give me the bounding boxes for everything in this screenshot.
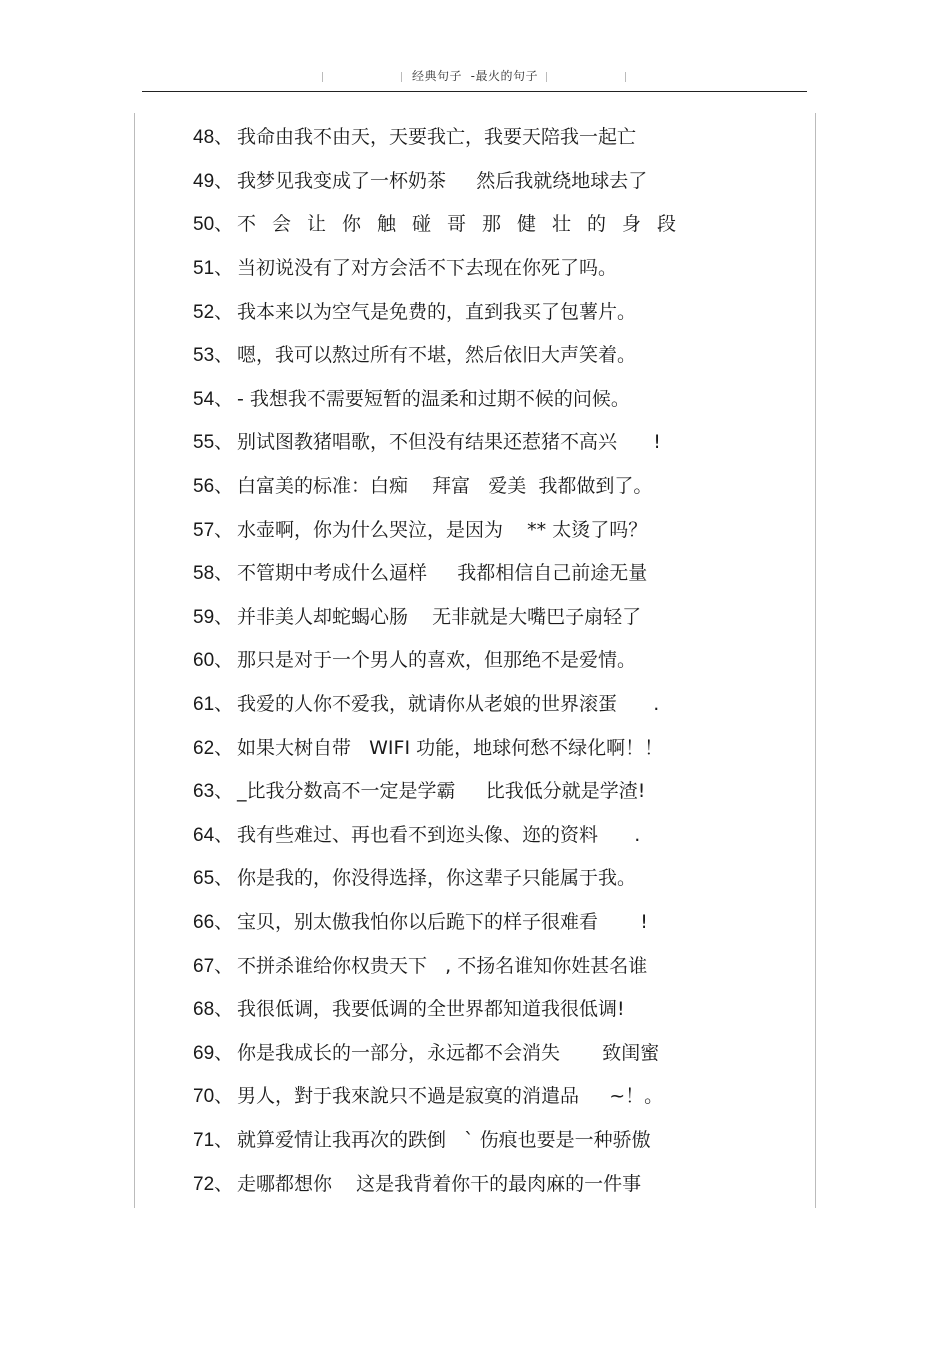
item-number: 64、 [193, 824, 234, 846]
item-text: 别试图教猪唱歌，不但没有结果还惹猪不高兴 ! [237, 431, 661, 454]
list-item [193, 506, 733, 550]
item-text: 如果大树自带 WIFI 功能，地球何愁不绿化啊！！ [237, 736, 664, 759]
list-item [193, 158, 733, 202]
item-number: 51、 [193, 258, 234, 280]
list-item [193, 550, 733, 594]
item-text: - 我想我不需要短暂的温柔和过期不候的问候。 [237, 387, 630, 410]
header-title: 经典句子 -最火的句子 [412, 69, 538, 83]
item-number: 60、 [193, 650, 234, 672]
item-number: 59、 [193, 606, 234, 628]
item-number: 52、 [193, 301, 234, 323]
item-number: 62、 [193, 737, 234, 759]
list-item [193, 245, 733, 289]
item-text: _比我分数高不一定是学霸 比我低分就是学渣! [237, 780, 646, 803]
list-item [193, 463, 733, 507]
item-number: 50、 [193, 214, 234, 236]
list-item [193, 1117, 733, 1161]
item-text: 我有些难过、再也看不到迩头像、迩的资料 . [237, 823, 641, 846]
item-number: 54、 [193, 388, 234, 410]
item-text: 我爱的人你不爱我，就请你从老娘的世界滚蛋 . [237, 693, 660, 716]
item-text: 并非美人却蛇蝎心肠 无非就是大嘴巴子扇轻了 [237, 605, 642, 628]
list-item [193, 376, 733, 420]
item-number: 49、 [193, 170, 234, 192]
item-text: 当初说没有了对方会活不下去现在你死了吗。 [237, 257, 618, 280]
item-text: 不会让你触碰哥那健壮的身段 [237, 213, 693, 236]
item-number: 57、 [193, 519, 234, 541]
item-number: 67、 [193, 955, 234, 977]
list-item [193, 594, 733, 638]
item-text: 你是我的，你没得选择，你这辈子只能属于我。 [237, 867, 637, 890]
item-number: 48、 [193, 127, 234, 149]
item-number: 53、 [193, 345, 234, 367]
list-item [193, 332, 733, 376]
item-text: 水壶啊，你为什么哭泣，是因为 ** 太烫了吗？ [237, 518, 648, 541]
list-item [193, 419, 733, 463]
item-number: 65、 [193, 868, 234, 890]
item-text: 走哪都想你 这是我背着你干的最肉麻的一件事 [237, 1172, 642, 1195]
item-text: 不拼杀谁给你权贵天下 , 不扬名谁知你姓甚名谁 [237, 954, 648, 977]
item-text: 就算爱情让我再次的跌倒 ` 伤痕也要是一种骄傲 [237, 1128, 651, 1151]
item-text: 宝贝，别太傲我怕你以后跪下的样子很难看 ! [237, 910, 648, 933]
item-number: 69、 [193, 1042, 234, 1064]
list-item [193, 681, 733, 725]
item-text: 白富美的标准：白痴 拜富 爱美 我都做到了。 [237, 475, 653, 498]
item-number: 58、 [193, 563, 234, 585]
list-item [193, 899, 733, 943]
item-text: 嗯，我可以熬过所有不堪，然后依旧大声笑着。 [237, 344, 637, 367]
item-text: 我命由我不由天，天要我亡，我要天陪我一起亡 [237, 126, 637, 149]
list-item [193, 942, 733, 986]
item-text: 男人，對于我來說只不過是寂寞的消遣品 ~！。 [237, 1085, 664, 1108]
list-item [193, 1073, 733, 1117]
list-item [193, 855, 733, 899]
item-number: 70、 [193, 1086, 234, 1108]
left-margin-line [134, 113, 135, 1208]
item-number: 55、 [193, 432, 234, 454]
item-text: 不管期中考成什么逼样 我都相信自己前途无量 [237, 562, 648, 585]
right-margin-line [815, 113, 816, 1208]
item-text: 我梦见我变成了一杯奶茶 然后我就绕地球去了 [237, 169, 648, 192]
item-text: 我本来以为空气是免费的，直到我买了包薯片。 [237, 300, 637, 323]
list-item [193, 114, 733, 158]
list-item [193, 724, 733, 768]
list-item [193, 1160, 733, 1204]
item-number: 71、 [193, 1129, 234, 1151]
item-text: 你是我成长的一部分，永远都不会消失 致闺蜜 [237, 1041, 660, 1064]
list-item [193, 768, 733, 812]
item-number: 68、 [193, 999, 234, 1021]
item-text: 那只是对于一个男人的喜欢，但那绝不是爱情。 [237, 649, 637, 672]
list-item [193, 288, 733, 332]
item-number: 66、 [193, 911, 234, 933]
list-item [193, 201, 733, 245]
item-number: 61、 [193, 694, 234, 716]
item-number: 63、 [193, 781, 234, 803]
list-item [193, 1029, 733, 1073]
item-text: 我很低调，我要低调的全世界都知道我很低调! [237, 998, 625, 1021]
item-number: 56、 [193, 476, 234, 498]
sentence-list [193, 114, 733, 1204]
page-header [0, 68, 950, 84]
list-item [193, 637, 733, 681]
list-item [193, 812, 733, 856]
list-item [193, 986, 733, 1030]
header-rule [142, 91, 807, 92]
item-number: 72、 [193, 1173, 234, 1195]
